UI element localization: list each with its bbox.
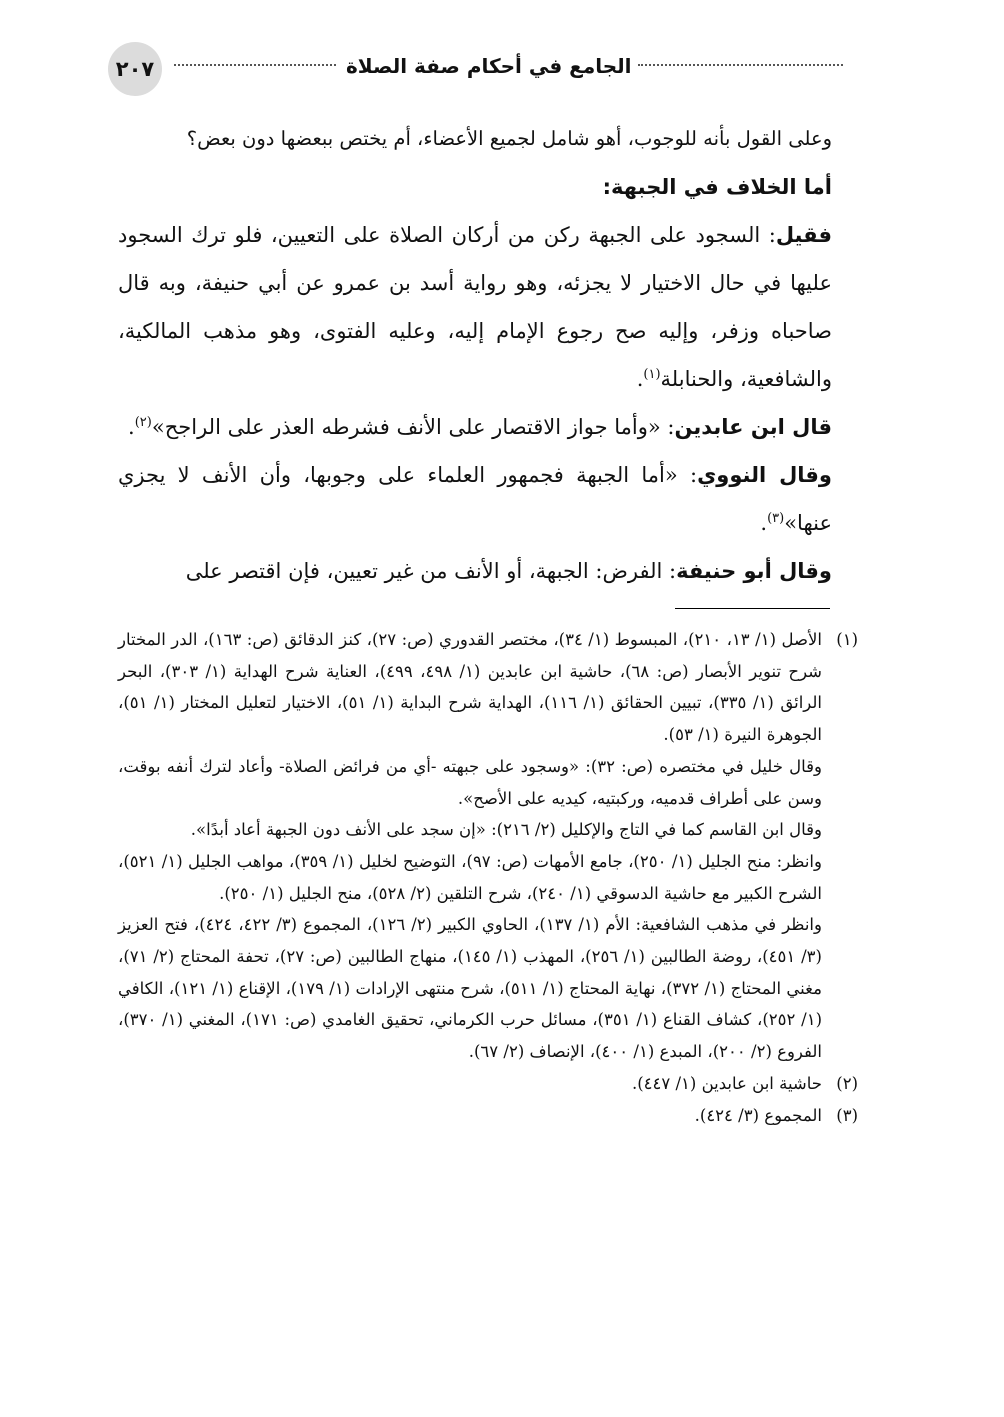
footnote-number: (١) — [836, 630, 858, 649]
header-title: الجامع في أحكام صفة الصلاة — [346, 54, 632, 78]
footnote-ref: (١) — [643, 367, 661, 382]
footnote-text: المجموع (٣/ ٤٢٤). — [694, 1105, 822, 1125]
running-header — [108, 40, 843, 96]
main-text — [118, 114, 832, 595]
paragraph-ibn-abidin — [118, 403, 832, 451]
paragraph-text: : «وأما جواز الاقتصار على الأنف فشرطه العذر على الراجح» — [151, 415, 675, 439]
footnote-text: وقال ابن القاسم كما في التاج والإكليل (٢/ ٢١٦): «إن سجد على الأنف دون الجبهة أعاد أبدًا». — [190, 820, 822, 840]
paragraph-text: : «أما الجبهة فجمهور العلماء على وجوبها، وأن الأنف لا يجزي عنها» — [118, 463, 832, 535]
footnote-ref: (٢) — [134, 415, 152, 430]
footnote-2 — [118, 1068, 858, 1100]
footnotes — [118, 624, 858, 1131]
paragraph-text: : الفرض: الجبهة، أو الأنف من غير تعيين، فإن اقتصر على — [185, 559, 677, 583]
section-heading — [118, 163, 832, 211]
footnote-ref: (٣) — [767, 511, 785, 526]
paragraph-end: . — [636, 367, 644, 391]
paragraph-abu-hanifa — [118, 547, 832, 595]
footnote-text: الأصل (١/ ١٣، ٢١٠)، المبسوط (١/ ٣٤)، مختصر القدوري (ص: ٢٧)، كنز الدقائق (ص: ١٦٣)، الدر المختار شرح تنوير الأبصار (ص: ٦٨)، حاشية ابن عابدين (١/ ٤٩٨، ٤٩٩)، العناية شرح الهداية (١/ ٣٠٣)، البحر الرائق (١/ ٣٣٥)، تبيين الحقائق (١/ ١١٦)، الهداية شرح البداية (١/ ٥١)، الاختيار لتعليل المختار (١/ ٥١)، الجوهرة النيرة (١/ ٥٣). — [118, 630, 823, 745]
section-heading-text: أما الخلاف في الجبهة: — [602, 175, 832, 199]
header-dotted-line-left — [174, 64, 336, 66]
paragraph-label: وقال النووي — [697, 463, 832, 487]
footnote-body — [118, 624, 822, 1068]
header-dotted-line-right — [638, 64, 843, 66]
footnote-text: وانظر في مذهب الشافعية: الأم (١/ ١٣٧)، الحاوي الكبير (٢/ ١٢٦)، المجموع (٣/ ٤٢٢، ٤٢٤)، فتح العزيز (٣/ ٤٥١)، روضة الطالبين (١/ ٢٥٦)، المهذب (١/ ١٤٥)، منهاج الطالبين (ص: ٢٧)، تحفة المحتاج (٢/ ٧١)، مغني المحتاج (١/ ٣٧٢)، نهاية المحتاج (١/ ٥١١)، شرح منتهى الإرادات (١/ ١٧٩)، الإقناع (١/ ١٢١)، الكافي (١/ ٢٥٢)، كشاف القناع (١/ ٣٥١)، مسائل حرب الكرماني، تحقيق الغامدي (ص: ١٧١)، المغني (١/ ٣٧٠)، الفروع (٢/ ٢٠٠)، المبدع (١/ ٤٠٠)، الإنصاف (٢/ ٦٧). — [118, 915, 822, 1062]
intro-line — [118, 114, 832, 163]
footnote-text: حاشية ابن عابدين (١/ ٤٤٧). — [631, 1073, 822, 1093]
paragraph-nawawi — [118, 451, 832, 547]
paragraph-end: . — [128, 415, 135, 439]
footnote-text: وقال خليل في مختصره (ص: ٣٢): «وسجود على جبهته -أي من فرائض الصلاة- وأعاد لترك أنفه بوقت، وسن على أطراف قدميه، وركبتيه، كيديه على الأصح». — [118, 756, 823, 808]
footnote-number: (٣) — [836, 1105, 858, 1125]
footnote-1 — [118, 624, 858, 1068]
footnote-number: (٢) — [836, 1073, 858, 1093]
paragraph-end: . — [760, 511, 768, 535]
paragraph-first-opinion — [118, 211, 832, 403]
paragraph-label: وقال أبو حنيفة — [676, 559, 832, 583]
paragraph-label: قال ابن عابدين — [674, 415, 832, 439]
footnote-text: وانظر: منح الجليل (١/ ٢٥٠)، جامع الأمهات (ص: ٩٧)، التوضيح لخليل (١/ ٣٥٩)، مواهب الجليل (١/ ٥٢١)، الشرح الكبير مع حاشية الدسوقي (١/ ٢٤٠)، شرح التلقين (٢/ ٥٢٨)، منح الجليل (١/ ٢٥٠). — [118, 851, 822, 903]
page-number: ٢٠٧ — [108, 42, 162, 96]
footnote-3 — [118, 1100, 858, 1132]
paragraph-text: : السجود على الجبهة ركن من أركان الصلاة على التعيين، فلو ترك السجود عليها في حال الاختيار لا يجزئه، وهو رواية أسد بن عمرو عن أبي حنيفة، وبه قال صاحباه وزفر، وإليه صح رجوع الإمام إليه، وعليه الفتوى، وهو مذهب المالكية، والشافعية، والحنابلة — [118, 223, 832, 391]
paragraph-label: فقيل — [775, 223, 832, 247]
footnote-separator — [675, 608, 830, 609]
intro-line-text: وعلى القول بأنه للوجوب، أهو شامل لجميع الأعضاء، أم يختص ببعضها دون بعض؟ — [186, 127, 832, 150]
